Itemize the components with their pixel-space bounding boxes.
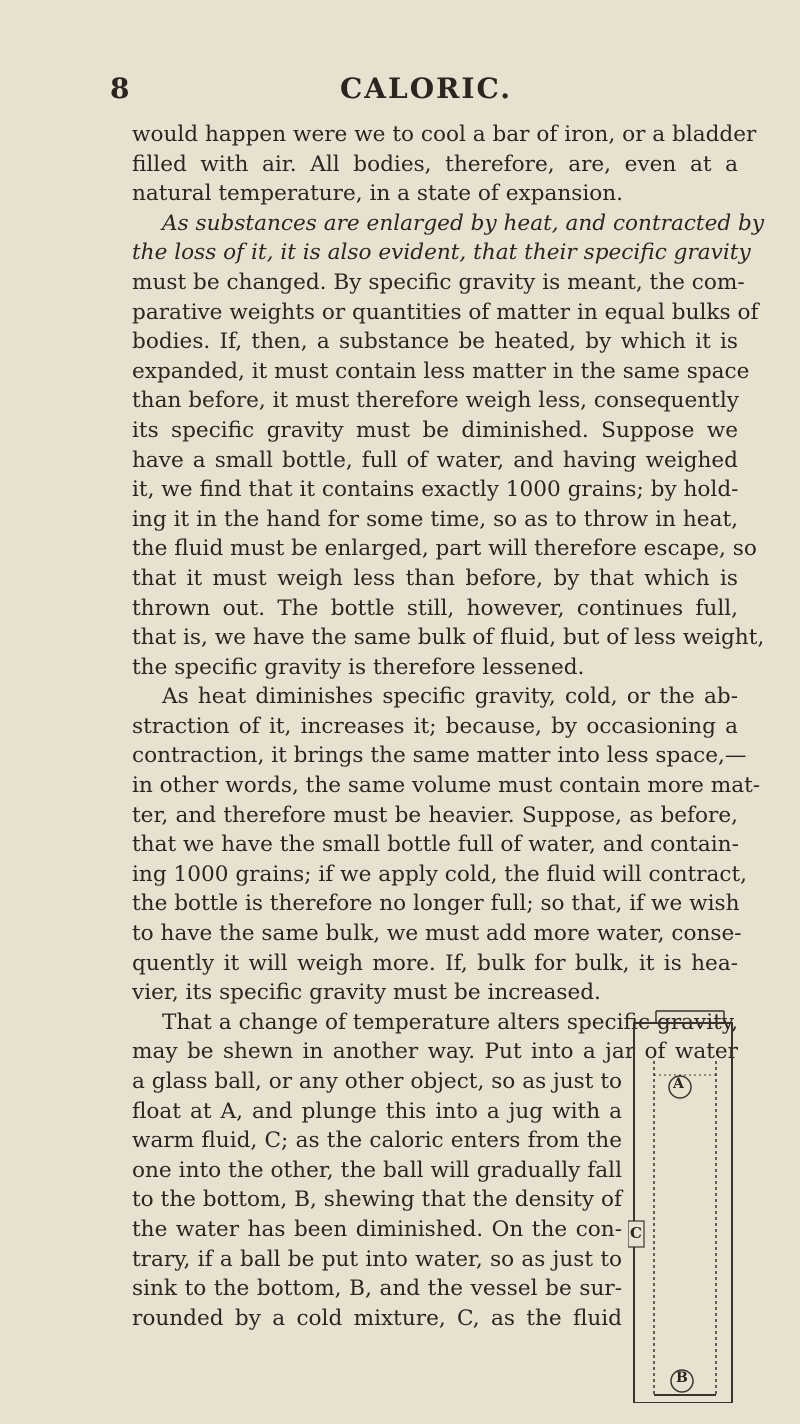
label-a: A — [673, 1076, 684, 1092]
text-line: trary, if a ball be put into water, so as just to — [132, 1246, 622, 1272]
text-line: ing 1000 grains; if we apply cold, the fluid will contract, — [132, 861, 748, 887]
text-line: rounded by a cold mixture, C, as the fluid — [132, 1305, 622, 1331]
text-line: filled with air. All bodies, therefore, are, even at a — [132, 151, 738, 177]
text-line: That a change of temperature alters specific gravity, — [162, 1009, 738, 1035]
label-b: B — [676, 1370, 688, 1386]
text-line: that we have the small bottle full of water, and contain- — [132, 832, 739, 858]
text-line: may be shewn in another way. Put into a jar of water — [132, 1039, 738, 1065]
text-line: sink to the bottom, B, and the vessel be sur- — [132, 1276, 622, 1302]
text-line: ing it in the hand for some time, so as to throw in heat, — [132, 506, 738, 532]
text-line: one into the other, the ball will gradually fall — [132, 1157, 622, 1183]
text-line: bodies. If, then, a substance be heated, by which it is — [132, 329, 738, 355]
text-line: As substances are enlarged by heat, and contracted by — [162, 210, 765, 236]
text-line: ter, and therefore must be heavier. Suppose, as before, — [132, 802, 738, 828]
text-line: to the bottom, B, shewing that the density of — [132, 1187, 622, 1213]
text-line: contraction, it brings the same matter into less space,— — [132, 743, 747, 769]
text-line: must be changed. By specific gravity is meant, the com- — [132, 269, 745, 295]
running-head — [110, 72, 700, 112]
label-c: C — [630, 1224, 642, 1242]
text-line: thrown out. The bottle still, however, continues full, — [132, 595, 738, 621]
text-line: As heat diminishes specific gravity, cold, or the ab- — [162, 684, 738, 710]
text-line: the bottle is therefore no longer full; so that, if we wish — [132, 891, 740, 917]
text-line: that it must weigh less than before, by that which is — [132, 565, 738, 591]
text-line: quently it will weigh more. If, bulk for bulk, it is hea- — [132, 950, 738, 976]
page-number: 8 — [110, 72, 130, 105]
text-line: the water has been diminished. On the con- — [132, 1216, 622, 1242]
text-line: expanded, it must contain less matter in the same space — [132, 358, 750, 384]
running-title: CALORIC. — [340, 72, 512, 105]
text-line: that is, we have the same bulk of fluid, but of less weight, — [132, 625, 765, 651]
text-line: its specific gravity must be diminished. Suppose we — [132, 417, 738, 443]
jar-figure — [628, 1003, 736, 1403]
text-line: to have the same bulk, we must add more water, conse- — [132, 921, 742, 947]
text-line: the loss of it, it is also evident, that their specific gravity — [132, 240, 751, 266]
text-line: vier, its specific gravity must be increased. — [132, 980, 601, 1006]
text-line: have a small bottle, full of water, and having weighed — [132, 447, 738, 473]
text-line: would happen were we to cool a bar of iron, or a bladder — [132, 122, 757, 147]
text-line: natural temperature, in a state of expansion. — [132, 181, 624, 207]
text-line: in other words, the same volume must contain more mat- — [132, 773, 761, 799]
text-line: a glass ball, or any other object, so as just to — [132, 1069, 622, 1094]
text-line: straction of it, increases it; because, by occasioning a — [132, 713, 738, 739]
text-line: it, we find that it contains exactly 1000 grains; by hold- — [132, 477, 739, 503]
jar-diagram — [628, 1003, 736, 1403]
text-line: the specific gravity is therefore lessened. — [132, 654, 585, 680]
text-line: float at A, and plunge this into a jug with a — [132, 1098, 622, 1124]
text-line: parative weights or quantities of matter in equal bulks of — [132, 299, 759, 325]
text-line: warm fluid, C; as the caloric enters from the — [132, 1128, 622, 1154]
text-line: than before, it must therefore weigh less, consequently — [132, 388, 739, 414]
text-line: the fluid must be enlarged, part will therefore escape, so — [132, 536, 757, 562]
